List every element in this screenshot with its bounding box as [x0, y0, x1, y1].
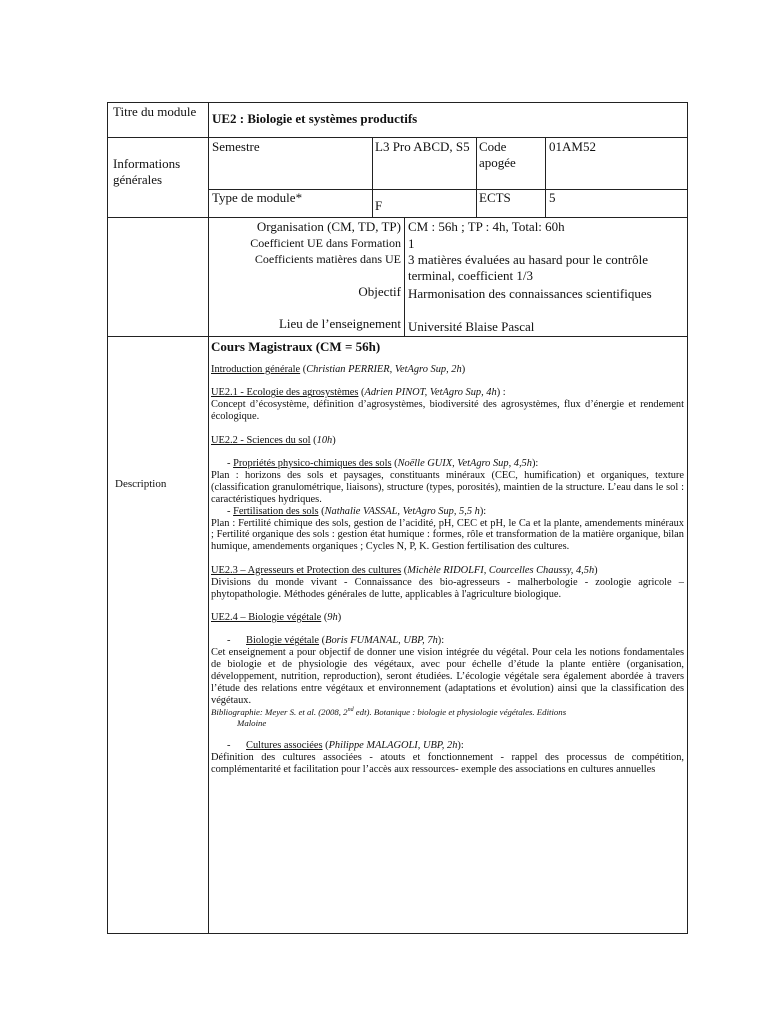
ue23-text: Divisions du monde vivant - Connaissance des bio-agresseurs - malherbologie - zoologie agricole – phytopathologie. Méthodes générales de lutte, applicables à l'agriculture biologique.: [211, 576, 684, 600]
row-divider: [108, 336, 687, 337]
bibliography-publisher: Maloine: [237, 717, 267, 728]
description-label: Description: [115, 478, 167, 490]
column-divider: [545, 137, 546, 217]
coef-ue-value: 1: [408, 236, 415, 251]
ue22-sub2-text: Plan : Fertilité chimique des sols, gestion de l’acidité, pH, CEC et pH, le Ca et la plante, amendements minéraux ; Fertilité organique des sols : gestion état humique : formes, rôle et transformation de la matière organique, bilan humique, amendements organiques ; Cycles N, P, K. Gestion fertilisation des cultures.: [211, 517, 684, 553]
ue24-sub2-title: - Cultures associées (Philippe MALAGOLI, UBP, 2h):: [227, 740, 464, 752]
module-sheet-table: [107, 102, 688, 934]
coef-ue-label: Coefficient UE dans Formation: [250, 236, 401, 250]
lieu-label: Lieu de l’enseignement: [278, 316, 401, 331]
module-title-label: Titre du module: [113, 104, 197, 119]
ects-value: 5: [549, 190, 556, 205]
module-type-label: Type de module*: [212, 190, 303, 205]
ue24-sub1-text: Cet enseignement a pour objectif de donner une vision intégrée du végétal. Pour cela les notions fondamentales de biologie et de physiologie des végétaux, avec pour échelle d’étude la plante entière (organisation, développement, nutrition, reproduction), seront étudiées. L’écologie végétale sera également abordée à travers l’étude des relations entre végétaux et environnement (adaptations et évolution) ainsi que la classification des végétaux.: [211, 647, 684, 706]
coef-matieres-label: Coefficients matières dans UE: [254, 252, 401, 266]
module-type-value: F: [375, 198, 383, 213]
ue23-title: UE2.3 – Agresseurs et Protection des cultures (Michèle RIDOLFI, Courcelles Chaussy, 4,5h): [211, 564, 598, 576]
ue24-sub1-title: - Biologie végétale (Boris FUMANAL, UBP, 7h):: [227, 635, 445, 647]
row-divider: [108, 137, 687, 138]
coef-matieres-value: 3 matières évaluées au hasard pour le contrôle terminal, coefficient 1/3: [408, 252, 649, 283]
row-divider: [208, 217, 687, 218]
ects-label: ECTS: [479, 190, 511, 205]
ue22-title: UE2.2 - Sciences du sol (10h): [211, 434, 336, 446]
lieu-value: Université Blaise Pascal: [408, 319, 535, 334]
organisation-label: Organisation (CM, TD, TP): [256, 219, 401, 234]
cm-heading: Cours Magistraux (CM = 56h): [211, 339, 381, 354]
column-divider: [208, 103, 209, 933]
intro-line: Introduction générale (Christian PERRIER, VetAgro Sup, 2h): [211, 364, 466, 375]
semester-value: L3 Pro ABCD, S5: [375, 139, 470, 154]
objectif-label: Objectif: [358, 284, 401, 299]
code-apogee-value: 01AM52: [549, 139, 596, 154]
code-apogee-label: Code apogée: [479, 139, 516, 170]
column-divider: [372, 137, 373, 217]
objectif-value: Harmonisation des connaissances scientifiques: [408, 286, 652, 301]
ue22-sub2-title: - Fertilisation des sols (Nathalie VASSAL, VetAgro Sup, 5,5 h):: [227, 505, 487, 517]
ue24-sub2-text: Définition des cultures associées - atouts et fonctionnement - rappel des processus de compétition, complémentarité et facilitation pour l’accès aux ressources- exemple des associations en cultures annuelles: [211, 752, 684, 776]
ue22-sub1-title: - Propriétés physico-chimiques des sols (Noëlle GUIX, VetAgro Sup, 4,5h):: [227, 458, 539, 470]
column-divider: [404, 217, 405, 336]
ue21-text: Concept d’écosystème, définition d’agrosystèmes, biodiversité des agrosystèmes, flux d’énergie et rendement écologique.: [211, 399, 684, 423]
semester-label: Semestre: [212, 139, 260, 154]
ue24-title: UE2.4 – Biologie végétale (9h): [211, 612, 342, 623]
ue22-sub1-text: Plan : horizons des sols et paysages, constituants minéraux (CEC, humification) et organiques, texture (classification granulométrique, liaisons), structure (types, porosités), maintien de la structure. L’eau dans le sol : caractéristiques hydriques.: [211, 469, 684, 505]
ue21-title: UE2.1 - Ecologie des agrosystèmes (Adrien PINOT, VetAgro Sup, 4h) :: [211, 387, 506, 399]
general-info-label: Informations générales: [113, 156, 181, 187]
description-content: [211, 339, 684, 776]
organisation-value: CM : 56h ; TP : 4h, Total: 60h: [408, 219, 565, 234]
row-divider: [108, 217, 208, 218]
bibliography: Bibliographie: Meyer S. et al. (2008, 2nd edt). Botanique : biologie et physiologie végétales. Editions: [211, 706, 567, 717]
module-title-value: UE2 : Biologie et systèmes productifs: [212, 111, 418, 126]
column-divider: [476, 137, 477, 217]
